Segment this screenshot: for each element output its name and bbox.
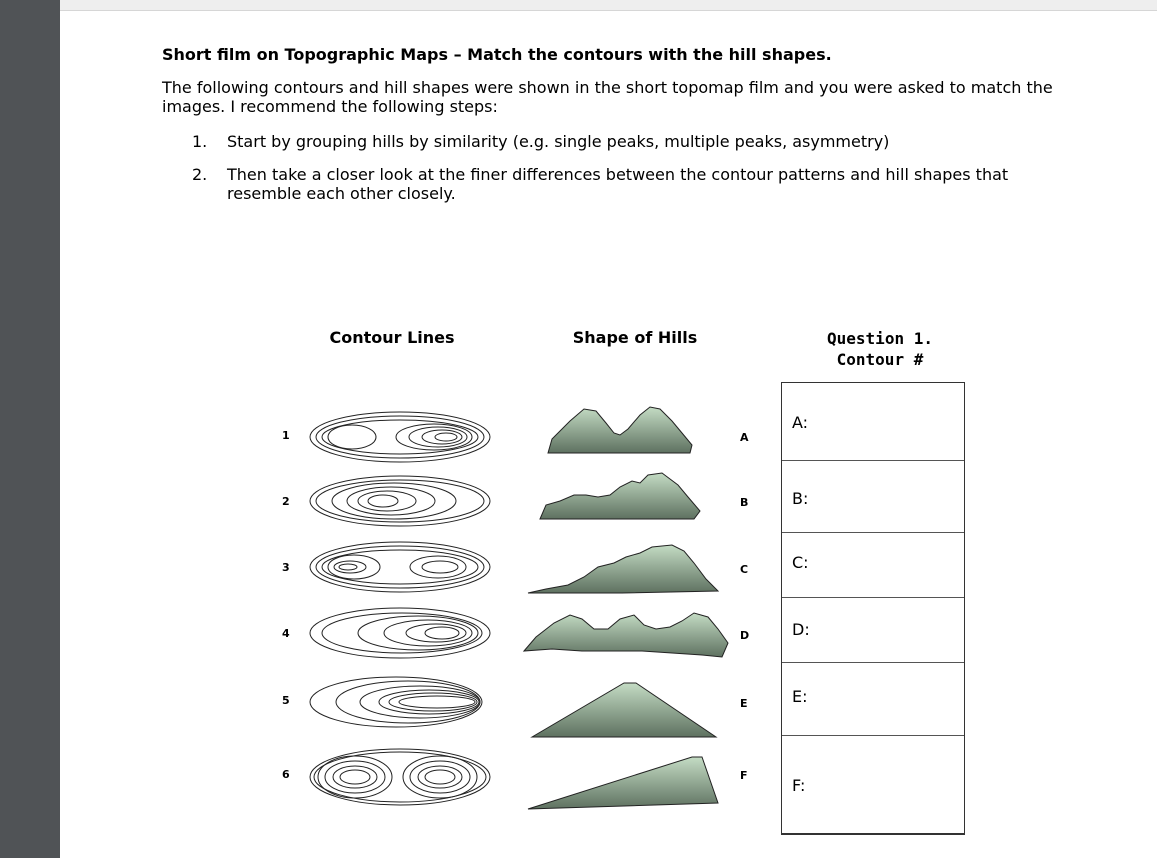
question-header-line2: Contour # (836, 350, 924, 369)
step-number: 1. (192, 132, 208, 151)
hill-letter: A (740, 431, 749, 444)
answer-row-F[interactable] (782, 735, 964, 834)
hill-shape-F (522, 741, 732, 815)
answer-row-C[interactable] (782, 532, 964, 598)
answer-label: B: (792, 489, 809, 508)
contour-diagram-6 (300, 746, 500, 808)
answer-table (781, 382, 965, 835)
answer-row-A[interactable] (782, 383, 964, 460)
contour-number: 3 (282, 561, 290, 574)
intro-paragraph: The following contours and hill shapes were shown in the short topomap film and you were asked to match the images. I recommend the following steps: (162, 78, 1053, 116)
document-page (60, 11, 1157, 858)
step-text: Start by grouping hills by similarity (e.g. single peaks, multiple peaks, asymmetry) (227, 132, 890, 151)
step-item (162, 165, 1022, 203)
hill-shape-A (522, 399, 732, 461)
hill-shapes-header: Shape of Hills (572, 328, 698, 347)
contour-number: 2 (282, 495, 290, 508)
question-header (760, 328, 1000, 370)
hill-letter: F (740, 769, 748, 782)
contour-number: 5 (282, 694, 290, 707)
answer-row-B[interactable] (782, 460, 964, 533)
contour-number: 4 (282, 627, 290, 640)
hill-shape-B (522, 465, 732, 527)
step-item (162, 132, 1022, 151)
contour-diagram-1 (300, 409, 500, 465)
steps-list (162, 132, 1022, 217)
contour-lines-header: Contour Lines (329, 328, 455, 347)
hill-letter: C (740, 563, 749, 576)
answer-row-D[interactable] (782, 597, 964, 663)
viewer-top-edge (60, 0, 1157, 11)
contour-diagram-4 (300, 605, 500, 661)
hill-letter: B (740, 496, 749, 509)
step-number: 2. (192, 165, 208, 184)
question-header-line1: Question 1. (827, 329, 933, 348)
step-text: Then take a closer look at the finer differences between the contour patterns and hill shapes that resemble each other closely. (227, 165, 1009, 203)
answer-label: F: (792, 776, 806, 795)
hill-letter: E (740, 697, 748, 710)
hill-letter: D (740, 629, 750, 642)
document-title: Short film on Topographic Maps – Match the contours with the hill shapes. (162, 45, 832, 64)
contour-diagram-2 (300, 473, 500, 529)
viewer-sidebar (0, 0, 60, 858)
contour-number: 6 (282, 768, 290, 781)
answer-row-E[interactable] (782, 662, 964, 736)
answer-label: C: (792, 553, 809, 572)
answer-label: D: (792, 620, 810, 639)
answer-label: A: (792, 413, 809, 432)
hill-shape-D (522, 599, 752, 663)
hill-shape-C (522, 533, 732, 597)
answer-label: E: (792, 687, 808, 706)
contour-diagram-3 (300, 539, 500, 595)
contour-diagram-5 (300, 674, 500, 730)
contour-number: 1 (282, 429, 290, 442)
hill-shape-E (522, 673, 732, 743)
